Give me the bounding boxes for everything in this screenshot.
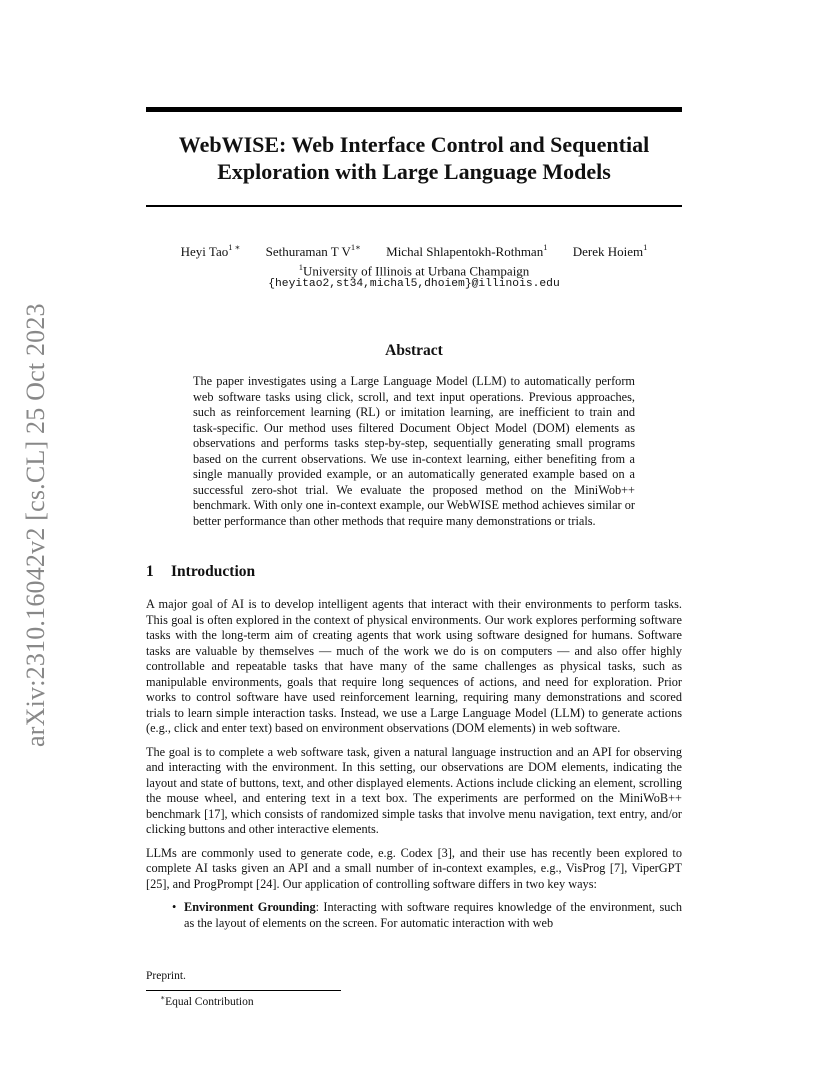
author: Heyi Tao$^{1 ∗}$	[180, 242, 241, 260]
paragraph: The goal is to complete a web software task, given a natural language instruction and an API for observing and interacting with the environment. In this setting, our observations are DOM elements, indicating the layout and state of buttons, text, and other displayed elements. Actions include clicking an element, scrolling the mouse wheel, and entering text in a text box. The experiments are performed on the MiniWoB++ benchmark [17], which consists of randomized simple tasks that involve menu navigation, text entry, and/or clicking buttons and other interactive elements.	[146, 744, 682, 836]
section-heading-introduction	[146, 563, 255, 581]
section-number: 1	[146, 563, 154, 580]
preprint-label: Preprint.	[146, 970, 186, 982]
bullet-item	[172, 900, 682, 931]
introduction-body	[146, 597, 682, 931]
title-bottom-rule	[146, 205, 682, 207]
author: Sethuraman T $V^{1∗}$	[265, 242, 361, 260]
paper-title	[146, 131, 682, 185]
affiliation: $^1$University of Illinois at Urbana Champaign	[298, 262, 530, 279]
author-emails: {heyitao2,st34,michal5,dhoiem}@illinois.edu	[268, 278, 560, 290]
title-line-2: Exploration with Large Language Models	[217, 159, 611, 184]
author-list	[146, 240, 682, 260]
bullet-dot: •	[172, 900, 177, 914]
bullet-text: : Interacting with software requires knowledge of the environment, such as the layout of elements on the screen. For automatic interaction with web	[184, 900, 682, 930]
bullet-label: Environment Grounding	[184, 900, 316, 914]
title-top-rule	[146, 107, 682, 112]
paragraph: A major goal of AI is to develop intelligent agents that interact with their environments to perform tasks. This goal is often explored in the context of physical environments. Our work explores performing software tasks with the long-term aim of creating agents that work using software designed for humans. Software tasks are valuable by themselves — much of the work we do is on computers — and also offer highly controllable and repeatable tasks that have many of the same challenges as physical tasks, such as manipulable environments, goals that require long sequences of actions, and need for exploration. Prior works to control software have used reinforcement learning, requiring many demonstrations and scored trials to learn simple interaction tasks. Instead, we use a Large Language Model (LLM) to generate actions (e.g., click and enter text) based on environment observations (DOM elements) in web software.	[146, 597, 682, 735]
paragraph: LLMs are commonly used to generate code, e.g. Codex [3], and their use has recently been explored to complete AI tasks given an API and a small number of in-context examples, e.g., VisProg [7], ViperGPT [25], and ProgPrompt [24]. Our application of controlling software differs in two key ways:	[146, 845, 682, 891]
title-line-1: WebWISE: Web Interface Control and Sequential	[178, 132, 650, 157]
arxiv-sidebar-id: arXiv:2310.16042v2 [cs.CL] 25 Oct 2023	[21, 303, 50, 747]
author: Michal Shlapentokh-Rothman$^1$	[386, 242, 548, 260]
abstract-text: The paper investigates using a Large Language Model (LLM) to automatically perform web software tasks using click, scroll, and text input operations. Previous approaches, such as reinforcement learning (RL) or imitation learning, are inefficient to train and task-specific. Our method uses filtered Document Object Model (DOM) elements as observations and performs tasks step-by-step, sequentially generating small programs based on the current observations. We use in-context learning, either benefiting from a single manually provided example, or an automatically generated example based on a successful zero-shot trial. We evaluate the proposed method on the MiniWob++ benchmark. With only one in-context example, our WebWISE method achieves similar or better performance than other methods that require many demonstrations or trials.	[193, 374, 635, 528]
section-title: Introduction	[171, 563, 256, 580]
author: Derek Hoiem$^1$	[572, 242, 648, 260]
footnote-rule	[146, 990, 341, 991]
footnote: ∗Equal Contribution	[160, 993, 254, 1008]
abstract-heading: Abstract	[385, 342, 443, 359]
